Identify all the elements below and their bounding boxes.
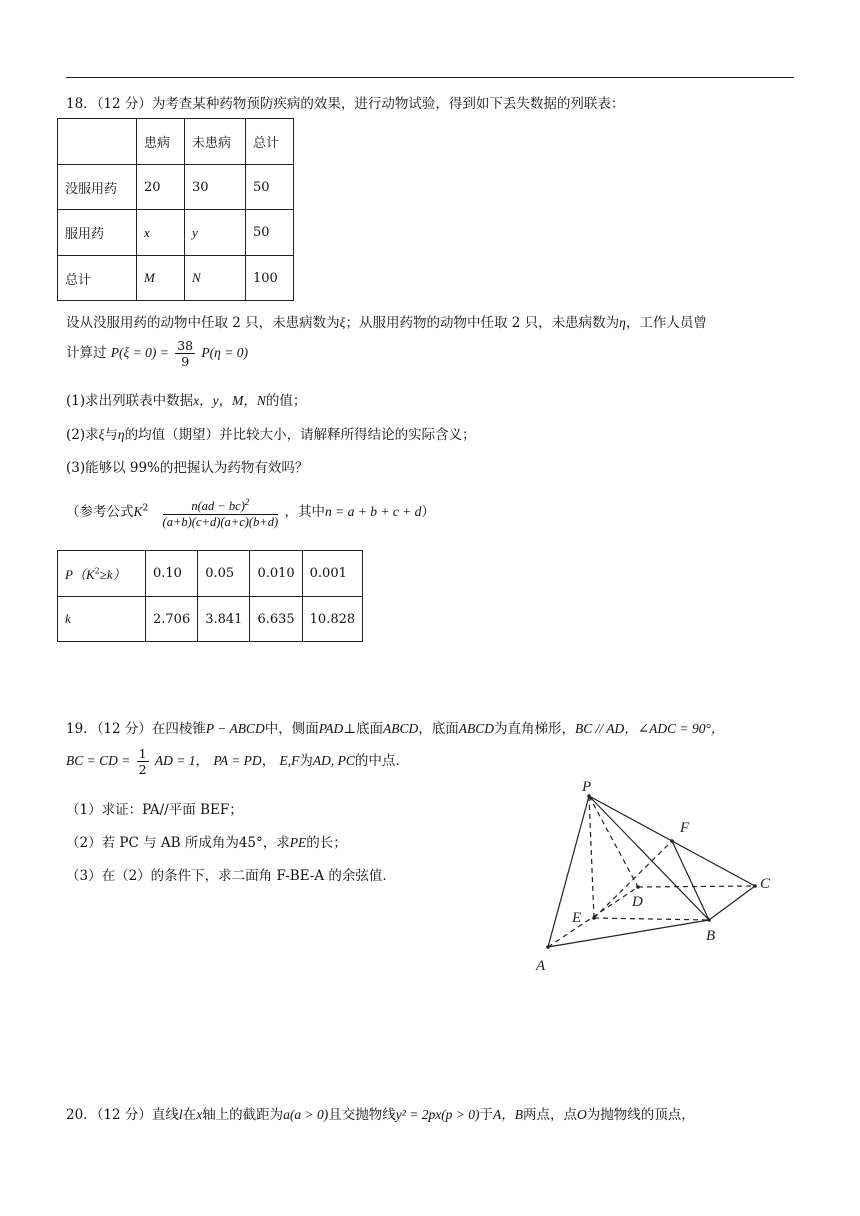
reference-formula: （参考公式$K^2$ $\frac{n(ad - bc)^2}{(a+b)(c+d)(a+c)(b+d)}$ ，其中n = a + b + c + d）	[66, 497, 435, 530]
q19-condition-line: BC = CD = $\frac{1}{2}$ AD = 1， PA = PD， E,F为AD, PC的中点.	[66, 746, 400, 777]
edge-DC	[638, 886, 755, 887]
table-cell: 0.10	[146, 551, 198, 597]
table-cell: k	[58, 597, 146, 642]
table-cell: 100	[246, 256, 294, 301]
table-cell: 30	[185, 165, 246, 210]
q19-part2: （2）若 PC 与 AB 所成角为45°，求PE的长；	[66, 835, 347, 851]
edge-PE	[589, 796, 594, 918]
table-row	[58, 165, 294, 210]
table-row	[58, 210, 294, 256]
table-cell: x	[137, 210, 185, 256]
table-cell: 服用药	[58, 210, 137, 256]
q18-part3: (3)能够以 99%的把握认为药物有效吗？	[66, 460, 309, 476]
q18-part2: (2)求ξ与η的均值（期望）并比较大小，请解释所得结论的实际含义；	[66, 427, 476, 443]
q18-part1: (1)求出列联表中数据x，y，M，N的值；	[66, 393, 307, 409]
table-cell: 3.841	[198, 597, 250, 642]
label-P: P	[582, 779, 592, 795]
table-cell: $P(K^2\ge k)$	[58, 551, 146, 597]
q19-part3: （3）在（2）的条件下，求二面角 F-BE-A 的余弦值.	[66, 868, 387, 884]
table-cell: 总计	[58, 256, 137, 301]
fraction-38-9: $\frac{38}{9}$	[177, 338, 194, 369]
table-cell: 6.635	[250, 597, 302, 642]
table-cell: 总计	[246, 119, 294, 165]
q20-heading: 20．（12 分）直线l在x轴上的截距为a(a > 0)且交抛物线y² = 2px(p > 0)于A，B两点，点O为抛物线的顶点，	[66, 1107, 695, 1123]
table-cell: 未患病	[185, 119, 246, 165]
edge-EB	[594, 918, 709, 920]
table-cell: y	[185, 210, 246, 256]
table-cell: 20	[137, 165, 185, 210]
table-cell: 50	[246, 165, 294, 210]
table-row	[58, 597, 363, 642]
q18-heading: 18．（12 分）为考查某种药物预防疾病的效果，进行动物试验，得到如下丢失数据的列联表：	[66, 96, 625, 112]
table-cell: 10.828	[302, 597, 363, 642]
header-rule	[66, 77, 794, 78]
table-cell: 没服用药	[58, 165, 137, 210]
label-D: D	[632, 894, 643, 910]
table-cell	[58, 119, 137, 165]
label-B: B	[706, 928, 716, 944]
label-F: F	[680, 820, 690, 836]
critical-value-table	[57, 550, 363, 642]
edge-FB	[672, 841, 709, 920]
table-cell: 50	[246, 210, 294, 256]
q18-probability-line: 计算过 P(ξ = 0) = $\frac{38}{9}$ P(η = 0)	[66, 338, 248, 369]
edge-BC	[709, 886, 755, 920]
table-cell: 患病	[137, 119, 185, 165]
pyramid-figure	[520, 770, 790, 980]
table-cell: N	[185, 256, 246, 301]
formula-fraction: $\frac{n(ad - bc)^2}{(a+b)(c+d)(a+c)(b+d)}$	[162, 497, 279, 530]
q19-heading: 19．（12 分）在四棱锥P − ABCD中，侧面PAD⊥底面ABCD，底面ABCD为直角梯形，BC // AD，∠ADC = 90°，	[66, 721, 725, 737]
table-row	[58, 256, 294, 301]
edge-PB	[589, 796, 709, 920]
table-row	[58, 551, 363, 597]
contingency-table	[57, 118, 294, 301]
q19-part1: （1）求证：PA//平面 BEF；	[66, 802, 243, 818]
q18-setup-line: 设从没服用药的动物中任取 2 只，未患病数为ξ；从服用药物的动物中任取 2 只，未患病数为η，工作人员曾	[66, 315, 707, 331]
table-cell: 0.05	[198, 551, 250, 597]
table-cell: 0.010	[250, 551, 302, 597]
table-cell: 2.706	[146, 597, 198, 642]
label-A: A	[536, 958, 546, 974]
label-E: E	[572, 910, 582, 926]
edge-PA	[548, 796, 589, 947]
label-C: C	[760, 876, 771, 892]
table-cell: 0.001	[302, 551, 363, 597]
table-cell: M	[137, 256, 185, 301]
fraction-one-half: $\frac{1}{2}$	[138, 746, 147, 777]
table-header-row	[58, 119, 294, 165]
